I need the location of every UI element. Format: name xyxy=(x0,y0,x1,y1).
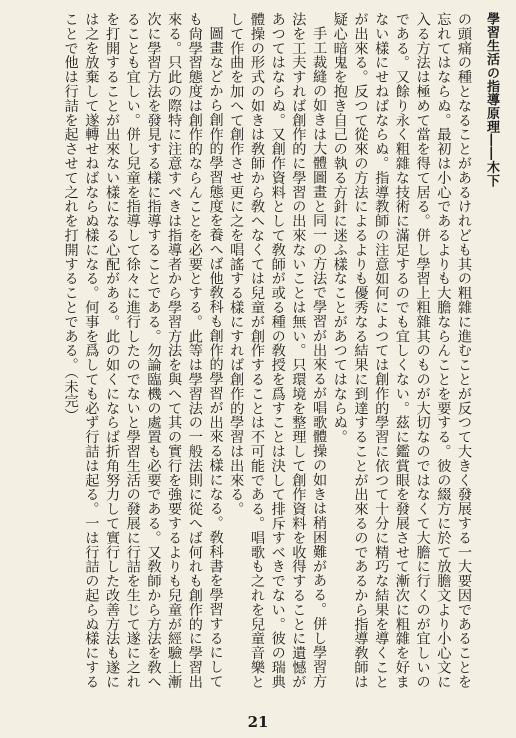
paragraph: 圖畫などから創作的學習態度を養へば他敎科も創作的學習が出來る樣になる。敎科書を學習するにしても尙學習態度は創作的ならんことを必要とする。此等は學習法の一般法則に從へば何れも創作的に學習出來る。只此の際特に注意すべきは指導者から學習方法を與へて其の實行を強要するよりも兒童が經驗上漸次に學習方法を發見する樣に指導することである。勿論臨機の處置も必要である。又敎師から方法を敎へることも宜しい。併し兒童を指導して徐々に進行したのでないと學習生活の發展に行詰を生じて遂に之れを打開することが出來ない樣になる心配がある。此の如くにならば折角努力して實行した改善方法も遂には之を放棄して遂轉せねばならぬ樣になる。何事を爲しても必ず行詰は起る。一は行詰の起らぬ樣にすることで他は行詰を起させて之れを打開することである。（未完） xyxy=(62,12,224,689)
paragraph: 手工裁縫の如きは大體圖畫と同一の方法で學習が出來るが唱歌體操の如きは稍困難がある。併し學習方法を工夫すれば創作的に學習の出來ないことは無い。只環境を整理して創作資料を收得することに遺憾があつてはならぬ。又創作資料として敎師が或る種の敎授を爲すことは決して排斥すべきでない。彼の瑞典體操の形式の如きは敎師から敎へなくては兒童が創作することは不可能である。唱歌も之れを兒童音樂として作曲を加へて創作させ更に之を唱謠する樣にすれば創作的學習は出來る。 xyxy=(228,12,328,689)
main-text xyxy=(18,12,474,692)
paragraph: の頭痛の種となることがあるけれども其の粗雜に進むことが反つて大きく發展する一大要因であることを忘れてはならぬ。最初は小心であるよりも大膽ならんことを要する。彼の綴方に於て放膽文より小心文に入る方法は極めて當を得て居る。併し學習上粗雜其のものが大切なのではなくて大膽に行くのが宜しいのである。又餘り永く粗雜な技術に滿足するのでも宜しくない。茲に鑑賞眼を發展させて漸次に粗雜を好まない樣にせねばならぬ。指導教師の注意如何によつては創作的學習に依つて十分に精巧な結果を導くことが出來る。反つて從來の方法によるよりも優秀なる結果に到達することが出來るのであるから指導敎師は疑心暗鬼を抱き自己の執る方針に迷ふ樣なことがあつてはならぬ。 xyxy=(331,12,472,689)
page-number: 21 xyxy=(247,713,269,731)
running-header: 學習生活の指導原理――木下 xyxy=(484,12,499,188)
